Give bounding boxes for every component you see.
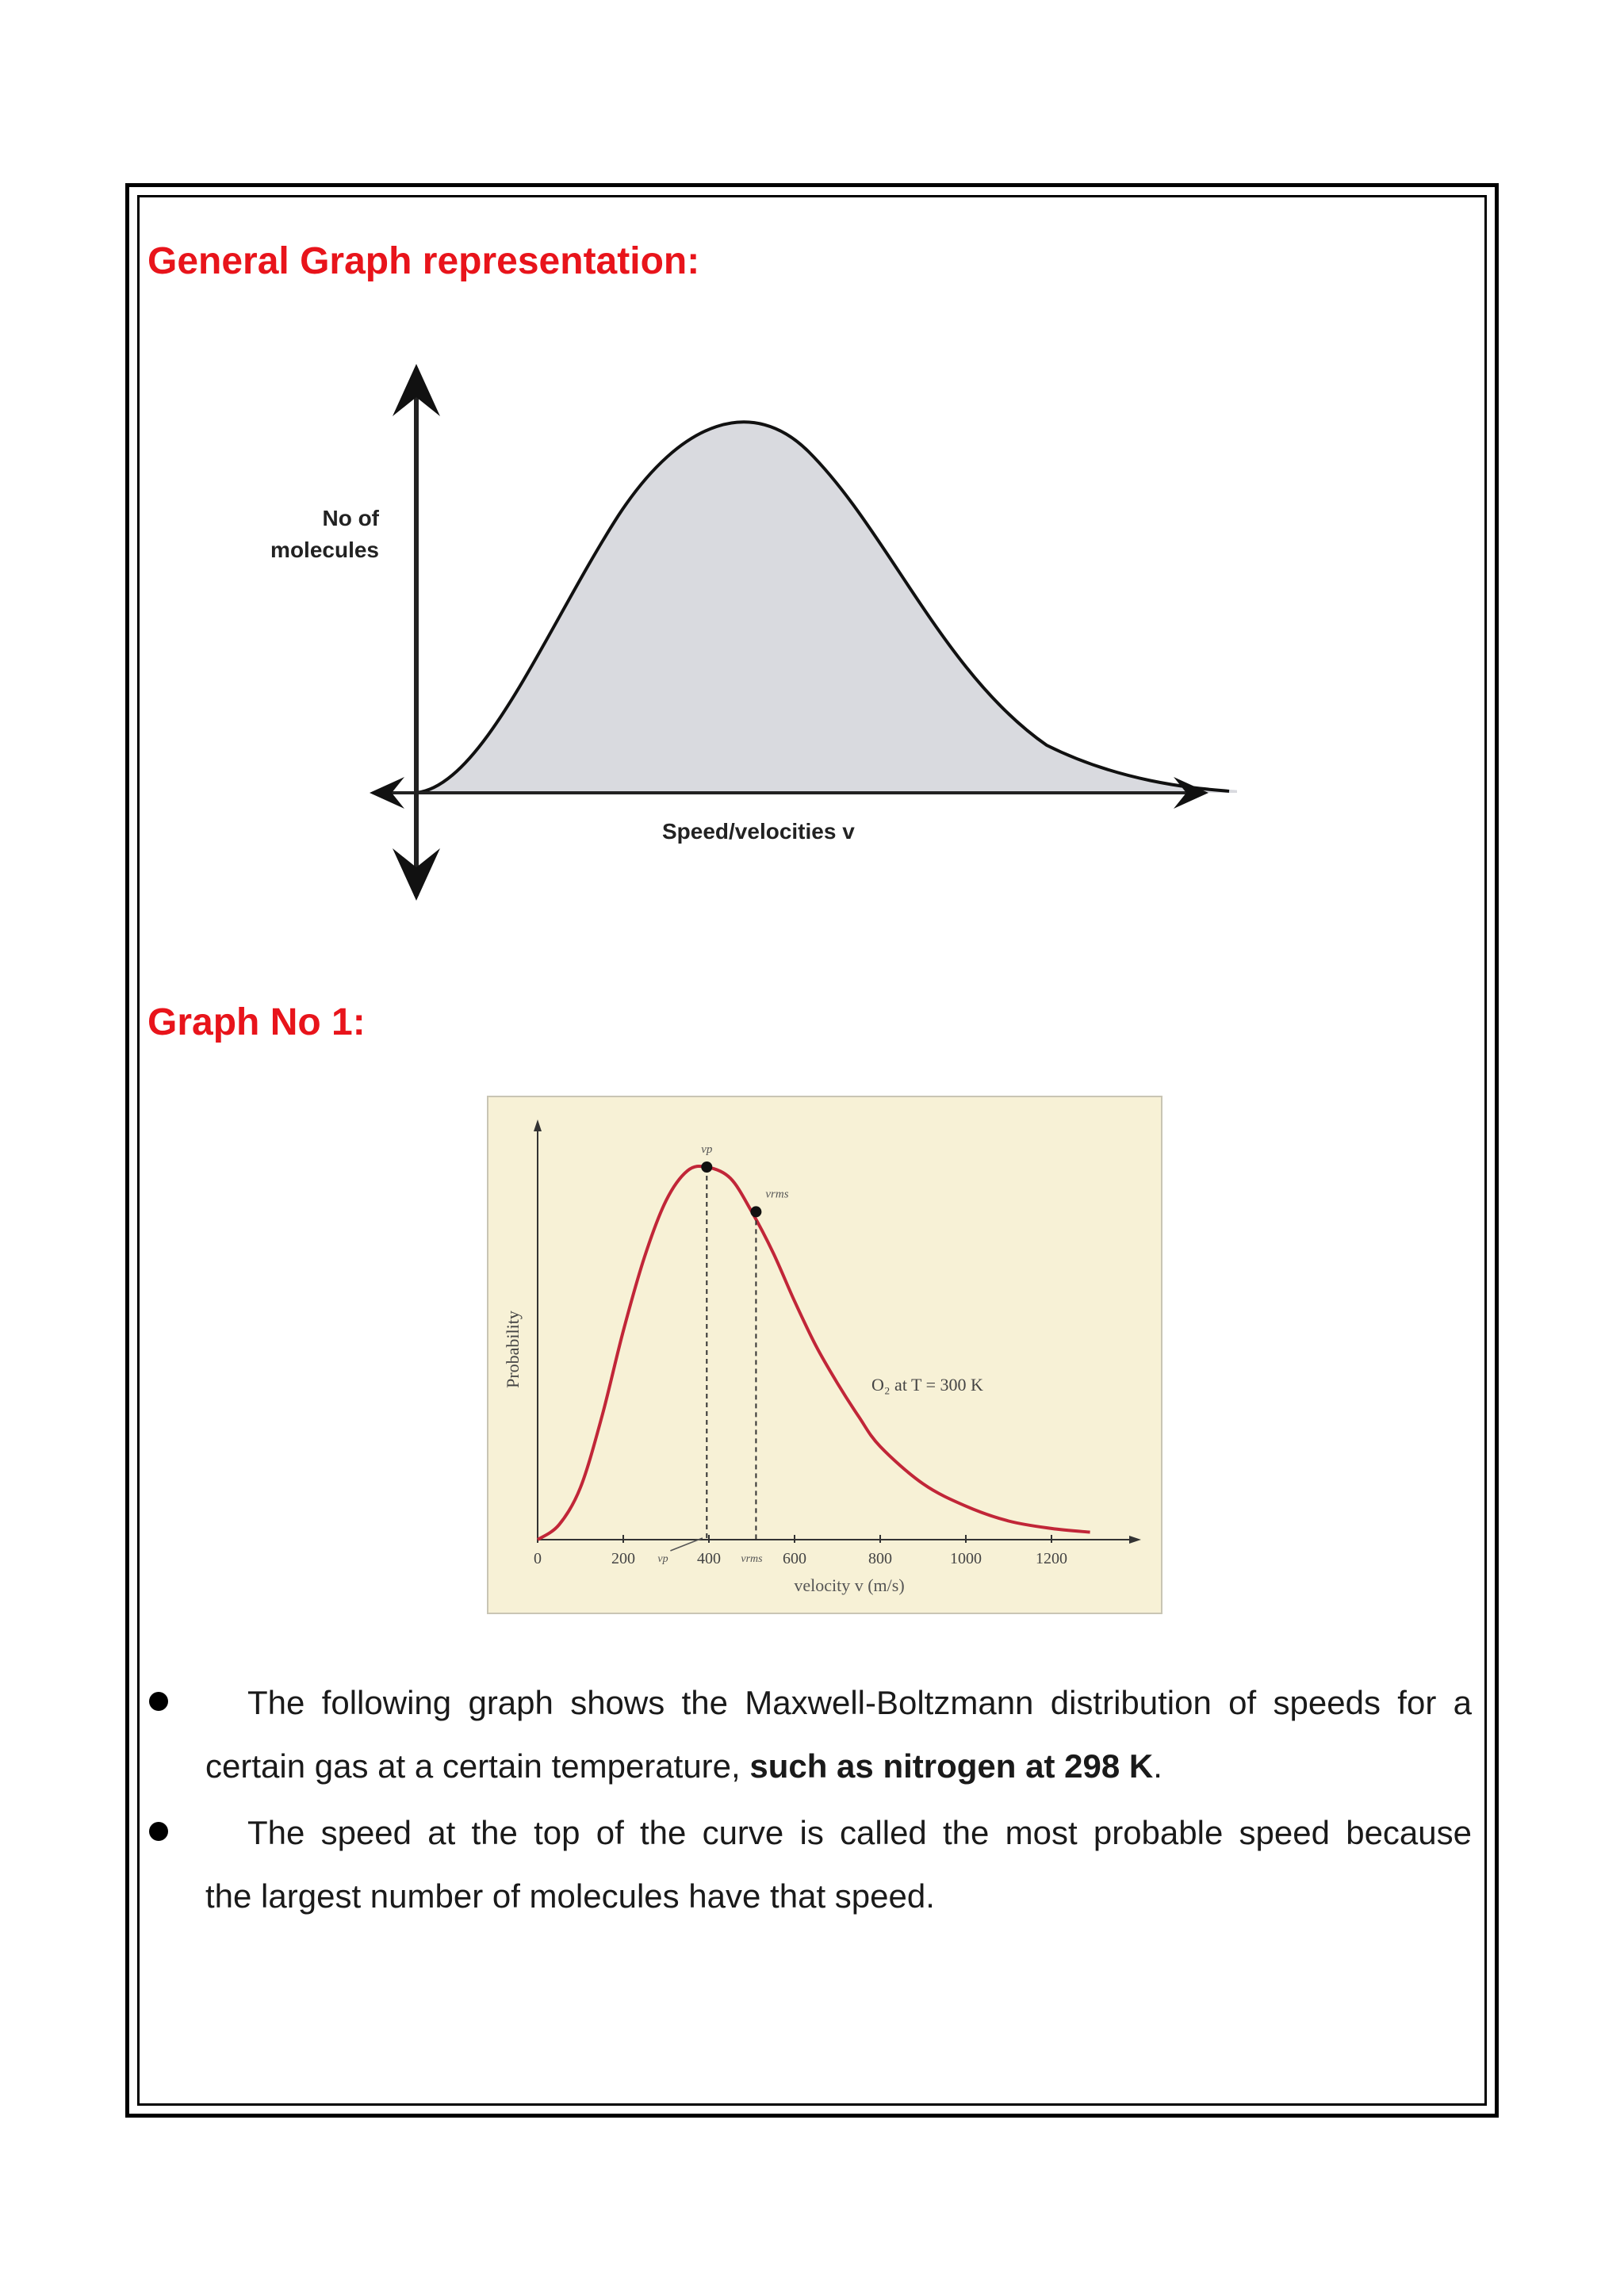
bullet-bold-text: such as nitrogen at 298 K xyxy=(749,1747,1154,1785)
vrms-axis-label: vrms xyxy=(741,1553,763,1565)
x-tick-label: 1000 xyxy=(950,1550,982,1567)
y-axis-label-line1: No of xyxy=(322,506,379,530)
bullet-text-end: . xyxy=(1153,1747,1162,1785)
series-label: O₂ at T = 300 K xyxy=(871,1375,983,1395)
bullet-dot-icon xyxy=(149,1822,168,1841)
bullet-text: certain gas at a certain temperature, xyxy=(205,1747,750,1785)
distribution-area xyxy=(416,422,1237,793)
x-axis-label: Speed/velocities v xyxy=(662,819,855,844)
maxwell-boltzmann-chart xyxy=(487,1096,1162,1614)
bullet-dot-icon xyxy=(149,1692,168,1711)
x-tick-label: 0 xyxy=(534,1550,542,1567)
x-axis-label: velocity v (m/s) xyxy=(794,1575,905,1595)
vp-axis-label: vp xyxy=(657,1553,668,1565)
x-tick-label: 800 xyxy=(868,1550,892,1567)
x-tick-label: 200 xyxy=(611,1550,635,1567)
heading-general-graph: General Graph representation: xyxy=(147,240,700,282)
bullet-item xyxy=(147,1671,1472,1798)
bullet-item xyxy=(147,1801,1472,1928)
marker-label: vp xyxy=(701,1143,713,1156)
chart-background xyxy=(488,1096,1162,1613)
general-graph-diagram xyxy=(254,357,1237,912)
x-tick-label: 1200 xyxy=(1036,1550,1067,1567)
y-axis-label-line2: molecules xyxy=(270,538,379,562)
x-tick-label: 400 xyxy=(697,1550,721,1567)
y-axis-label: Probability xyxy=(503,1311,523,1388)
marker-point xyxy=(701,1161,712,1173)
bullet-line: The speed at the top of the curve is called the most probable speed because xyxy=(247,1814,1472,1851)
marker-point xyxy=(750,1206,761,1217)
bullet-line xyxy=(205,1735,1472,1798)
marker-label: vrms xyxy=(765,1188,789,1201)
bullet-list xyxy=(147,1671,1472,1931)
bullet-line: the largest number of molecules have that speed. xyxy=(205,1877,935,1915)
heading-graph-no-1: Graph No 1: xyxy=(147,1001,366,1043)
x-tick-label: 600 xyxy=(783,1550,806,1567)
bullet-line: The following graph shows the Maxwell-Boltzmann distribution of speeds for a xyxy=(247,1684,1472,1721)
